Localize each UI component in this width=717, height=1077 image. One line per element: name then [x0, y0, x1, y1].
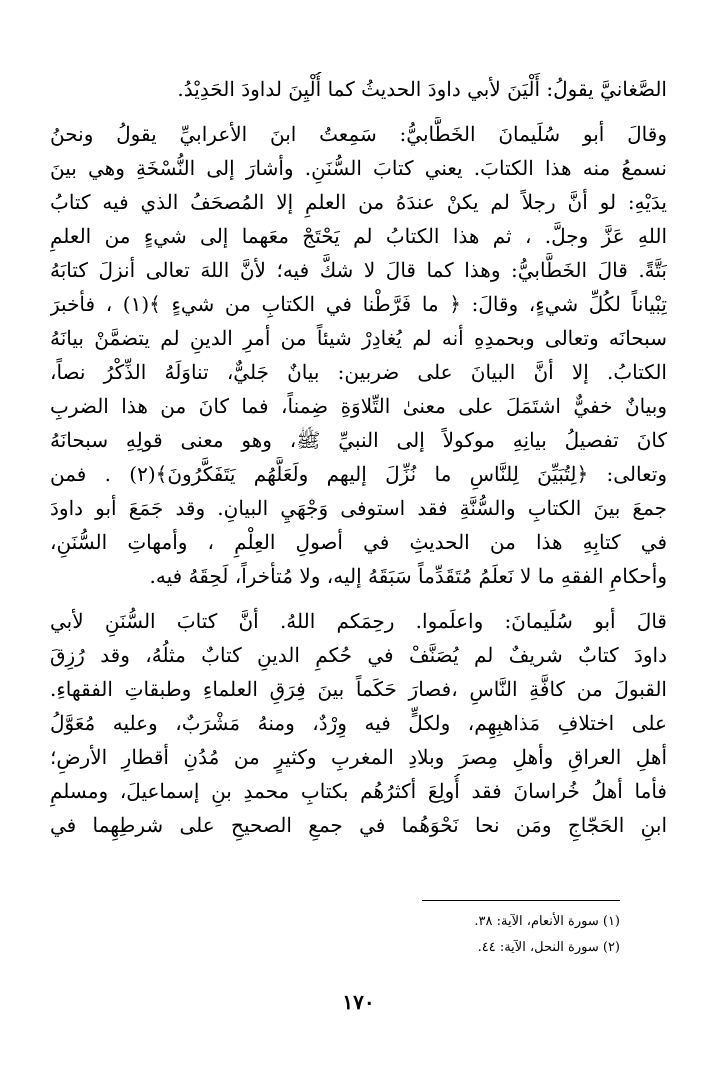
- text-line: فأما أهلُ خُراسانَ فقد أُولِعَ أكثرُهُم بكتابِ محمدِ بنِ إسماعيلَ، ومسلمِ: [50, 779, 667, 803]
- text-line: في كتابِهِ هذا من الحديثِ في أصولِ العِلْمِ ، وأمهاتِ السُّنَنِ،: [50, 530, 667, 554]
- text-line: بَتَّةً. قالَ الخَطَّابيُّ: وهذا كما قالَ لا شكَّ فيه؛ لأنَّ اللهَ تعالى أنزلَ كتابَهُ: [50, 258, 667, 282]
- text-line: تِبْياناً لكُلِّ شيءٍ، وقالَ: ﴿ ما فَرَّطْنا في الكتابِ من شيءٍ ﴾(١) ، فأخبرَ: [50, 292, 667, 316]
- text-line: القبولَ من كافَّةِ النَّاسِ ،فصارَ حَكَماً بينَ فِرَقِ العلماءِ وطبقاتِ الفقهاءِ.: [50, 677, 667, 701]
- page-number: ١٧٠: [342, 990, 375, 1014]
- text-line: كانَ تفصيلُ بيانِهِ موكولاً إلى النبيِّ ﷺ، وهو معنى قولِهِ سبحانَهُ: [50, 428, 667, 452]
- text-line: اللهِ عَزَّ وجلَّ. ، ثم هذا الكتابُ لم يَحْتَجْ معَهما إلى شيءٍ من العلمِ: [50, 224, 667, 248]
- text-line: الصَّغانيَّ يقولُ: أَلْيَنَ لأبي داودَ الحديثُ كما أُلْيِنَ لداودَ الحَدِيْدُ.: [177, 77, 667, 101]
- text-line: سبحانَه وتعالى وبحمدِهِ أنه لم يُغادِرْ شيئاً من أمرِ الدينِ لم يتضمَّنْ بيانَهُ: [50, 326, 667, 350]
- text-line: جمعَ بينَ الكتابِ والسُّنَّةِ فقد استوفى وَجْهَيِ البيانِ. وقد جَمَعَ أبو داودَ: [50, 496, 667, 520]
- text-line: على اختلافِ مَذاهبِهِم، ولكلٍّ فيه وِرْدٌ، ومنهُ مَشْرَبٌ، وعليه مُعَوَّلُ: [50, 711, 667, 735]
- footnote-separator: [422, 900, 620, 901]
- text-line: وقالَ أبو سُلَيمانَ الخَطَّابيُّ: سَمِعتُ ابنَ الأعرابيِّ يقولُ ونحنُ: [50, 122, 667, 146]
- text-line: ابنِ الحَجّاجِ ومَن نحا نَحْوَهُما في جمعِ الصحيحِ على شرطِهِما في: [50, 813, 667, 837]
- text-line: الكتابُ. إلا أنَّ البيانَ على ضربين: بيانٌ جَليٌّ، تناوَلَهُ الذِّكْرُ نصاً،: [50, 360, 667, 384]
- text-line: وأحكامِ الفقهِ ما لا نَعلَمُ مُتَقَدِّماً سَبَقَهُ إليه، ولا مُتأخراً، لَحِقَهُ فيه.: [149, 564, 667, 588]
- text-line: أهلِ العراقِ وأهلِ مِصرَ وبلادِ المغربِ وكثيرٍ من مُدُنِ أقطارِ الأرضِ؛: [50, 745, 667, 769]
- text-line: نسمعُ منه هذا الكتابَ. يعني كتابَ السُّنَنِ. وأشارَ إلى النُّسْخَةِ وهي بينَ: [50, 156, 667, 180]
- footnote: (٢) سورة النحل، الآية: ٤٤.: [477, 940, 620, 955]
- text-line: قالَ أبو سُلَيمانَ: واعلَموا. رحِمَكم اللهُ. أنَّ كتابَ السُّنَنِ لأبي: [50, 609, 667, 633]
- text-line: وبيانٌ خفيٌّ اشتَمَلَ على معنىٰ التِّلاوَةِ ضِمناً، فما كانَ من هذا الضربِ: [50, 394, 667, 418]
- text-line: يدَيْهِ: لو أنَّ رجلاً لم يكنْ عندَهُ من العلمِ إلا المُصحَفُ الذي فيه كتابُ: [50, 190, 667, 214]
- text-line: داودَ كتابٌ شريفٌ لم يُصَنَّفْ في حُكمِ الدينِ كتابٌ مثلُهُ، وقد رُزِقَ: [50, 643, 667, 667]
- text-line: وتعالى: ﴿لِتُبَيِّنَ لِلنَّاسِ ما نُزِّلَ إليهم ولَعَلَّهُم يَتَفَكَّرُونَ﴾(٢) . فمن: [50, 462, 667, 486]
- footnote: (١) سورة الأنعام، الآية: ٣٨.: [474, 914, 620, 929]
